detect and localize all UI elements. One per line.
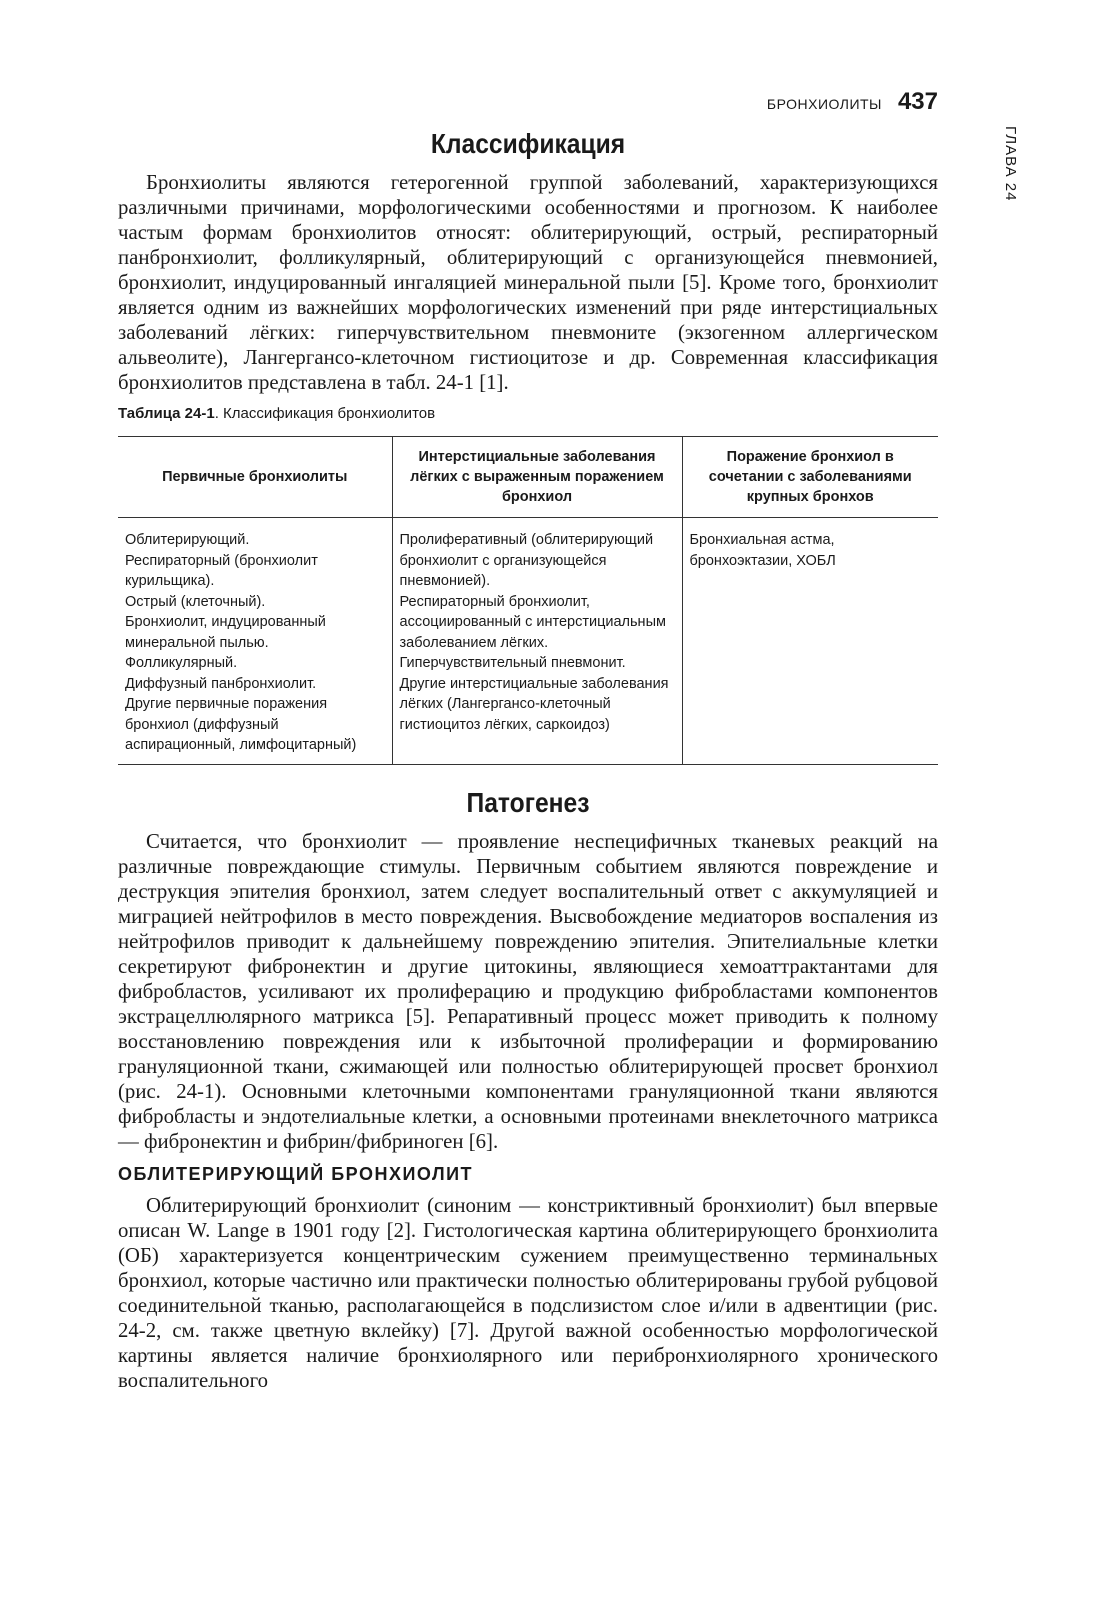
table-row (118, 518, 938, 765)
table-cell-primary: Облитерирующий. Респираторный (бронхиолит курильщика). Острый (клеточный). Бронхиолит, индуцированный минеральной пылью. Фолликулярный. Диффузный панбронхиолит. Другие первичные поражения бронхиол (диффузный аспирационный, лимфоцитарный) (118, 518, 392, 765)
running-head-title: БРОНХИОЛИТЫ (766, 96, 882, 112)
table-cell-interstitial: Пролиферативный (облитерирующий бронхиолит с организующейся пневмонией). Респираторный бронхиолит, ассоциированный с интерстициальным заболеванием лёгких. Гиперчувствительный пневмонит. Другие интерстициальные заболевания лёгких (Лангергансо-клеточный гистиоцитоз лёгких, саркоидоз) (392, 518, 682, 765)
section-heading-pathogenesis: Патогенез (466, 786, 590, 818)
table-header-interstitial: Интерстициальные заболевания лёгких с выраженным поражением бронхиол (392, 437, 682, 518)
classification-table (118, 436, 938, 765)
obliterative-paragraph: Облитерирующий бронхиолит (синоним — констриктивный бронхиолит) был впервые описан W. Lange в 1901 году [2]. Гистологическая картина облитерирующего бронхиолита (ОБ) характеризуется концентрическим сужением преимущественно терминальных бронхиол, которые частично или практически полностью облитерированы грубой рубцовой соединительной тканью, располагающейся в подслизистом слое и/или в адвентиции (рис. 24-2, см. также цветную вклейку) [7]. Другой важной особенностью морфологической картины является наличие бронхиолярного или перибронхиолярного хронического воспалительного (118, 1193, 938, 1392)
page-number: 437 (897, 88, 938, 115)
table-caption (118, 405, 938, 422)
table-caption-label: Таблица 24-1 (118, 405, 215, 422)
section-heading-classification: Классификация (430, 128, 626, 159)
running-head (767, 88, 938, 116)
page-content (118, 128, 938, 1393)
table-cell-large-bronchi: Бронхиальная астма, бронхоэктазии, ХОБЛ (682, 518, 938, 765)
table-header-row (118, 437, 938, 518)
subsection-heading-obliterative: ОБЛИТЕРИРУЮЩИЙ БРОНХИОЛИТ (118, 1163, 474, 1184)
table-header-large-bronchi: Поражение бронхиол в сочетании с заболеваниями крупных бронхов (682, 437, 938, 518)
pathogenesis-paragraph: Считается, что бронхиолит — проявление неспецифичных тканевых реакций на различные повреждающие стимулы. Первичным событием являются повреждение и деструкция эпителия бронхиол, затем следует воспалительный ответ с аккумуляцией и миграцией нейтрофилов в место повреждения. Высвобождение медиаторов воспаления из нейтрофилов приводит к дальнейшему повреждению эпителия. Эпителиальные клетки секретируют фибронектин и другие цитокины, являющиеся хемоаттрактантами для фибробластов, усиливают их пролиферацию и продукцию фибробластами компонентов экстрацеллюлярного матрикса [5]. Репаративный процесс может приводить к полному восстановлению повреждения или к избыточной пролиферации и формированию грануляционной ткани, сжимающей или полностью облитерирующей просвет бронхиол (рис. 24-1). Основными клеточными компонентами грануляционной ткани являются фибробласты и эндотелиальные клетки, а основными протеинами внеклеточного матрикса — фибронектин и фибрин/фибриноген [6]. (118, 829, 938, 1153)
classification-paragraph: Бронхиолиты являются гетерогенной группой заболеваний, характеризующихся различными причинами, морфологическими особенностями и прогнозом. К наиболее частым формам бронхиолитов относят: облитерирующий, острый, респираторный панбронхиолит, фолликулярный, облитерирующий с организующейся пневмонией, бронхиолит, индуцированный ингаляцией минеральной пыли [5]. Кроме того, бронхиолит является одним из важнейших морфологических изменений при ряде интерстициальных заболеваний лёгких: гиперчувствительном пневмоните (экзогенном аллергическом альвеолите), Лангергансо-клеточном гистиоцитозе и др. Современная классификация бронхиолитов представлена в табл. 24-1 [1]. (118, 171, 938, 394)
chapter-side-tab: ГЛАВА 24 (1002, 126, 1019, 202)
table-caption-text: . Классификация бронхиолитов (214, 405, 436, 422)
table-header-primary: Первичные бронхиолиты (118, 437, 392, 518)
